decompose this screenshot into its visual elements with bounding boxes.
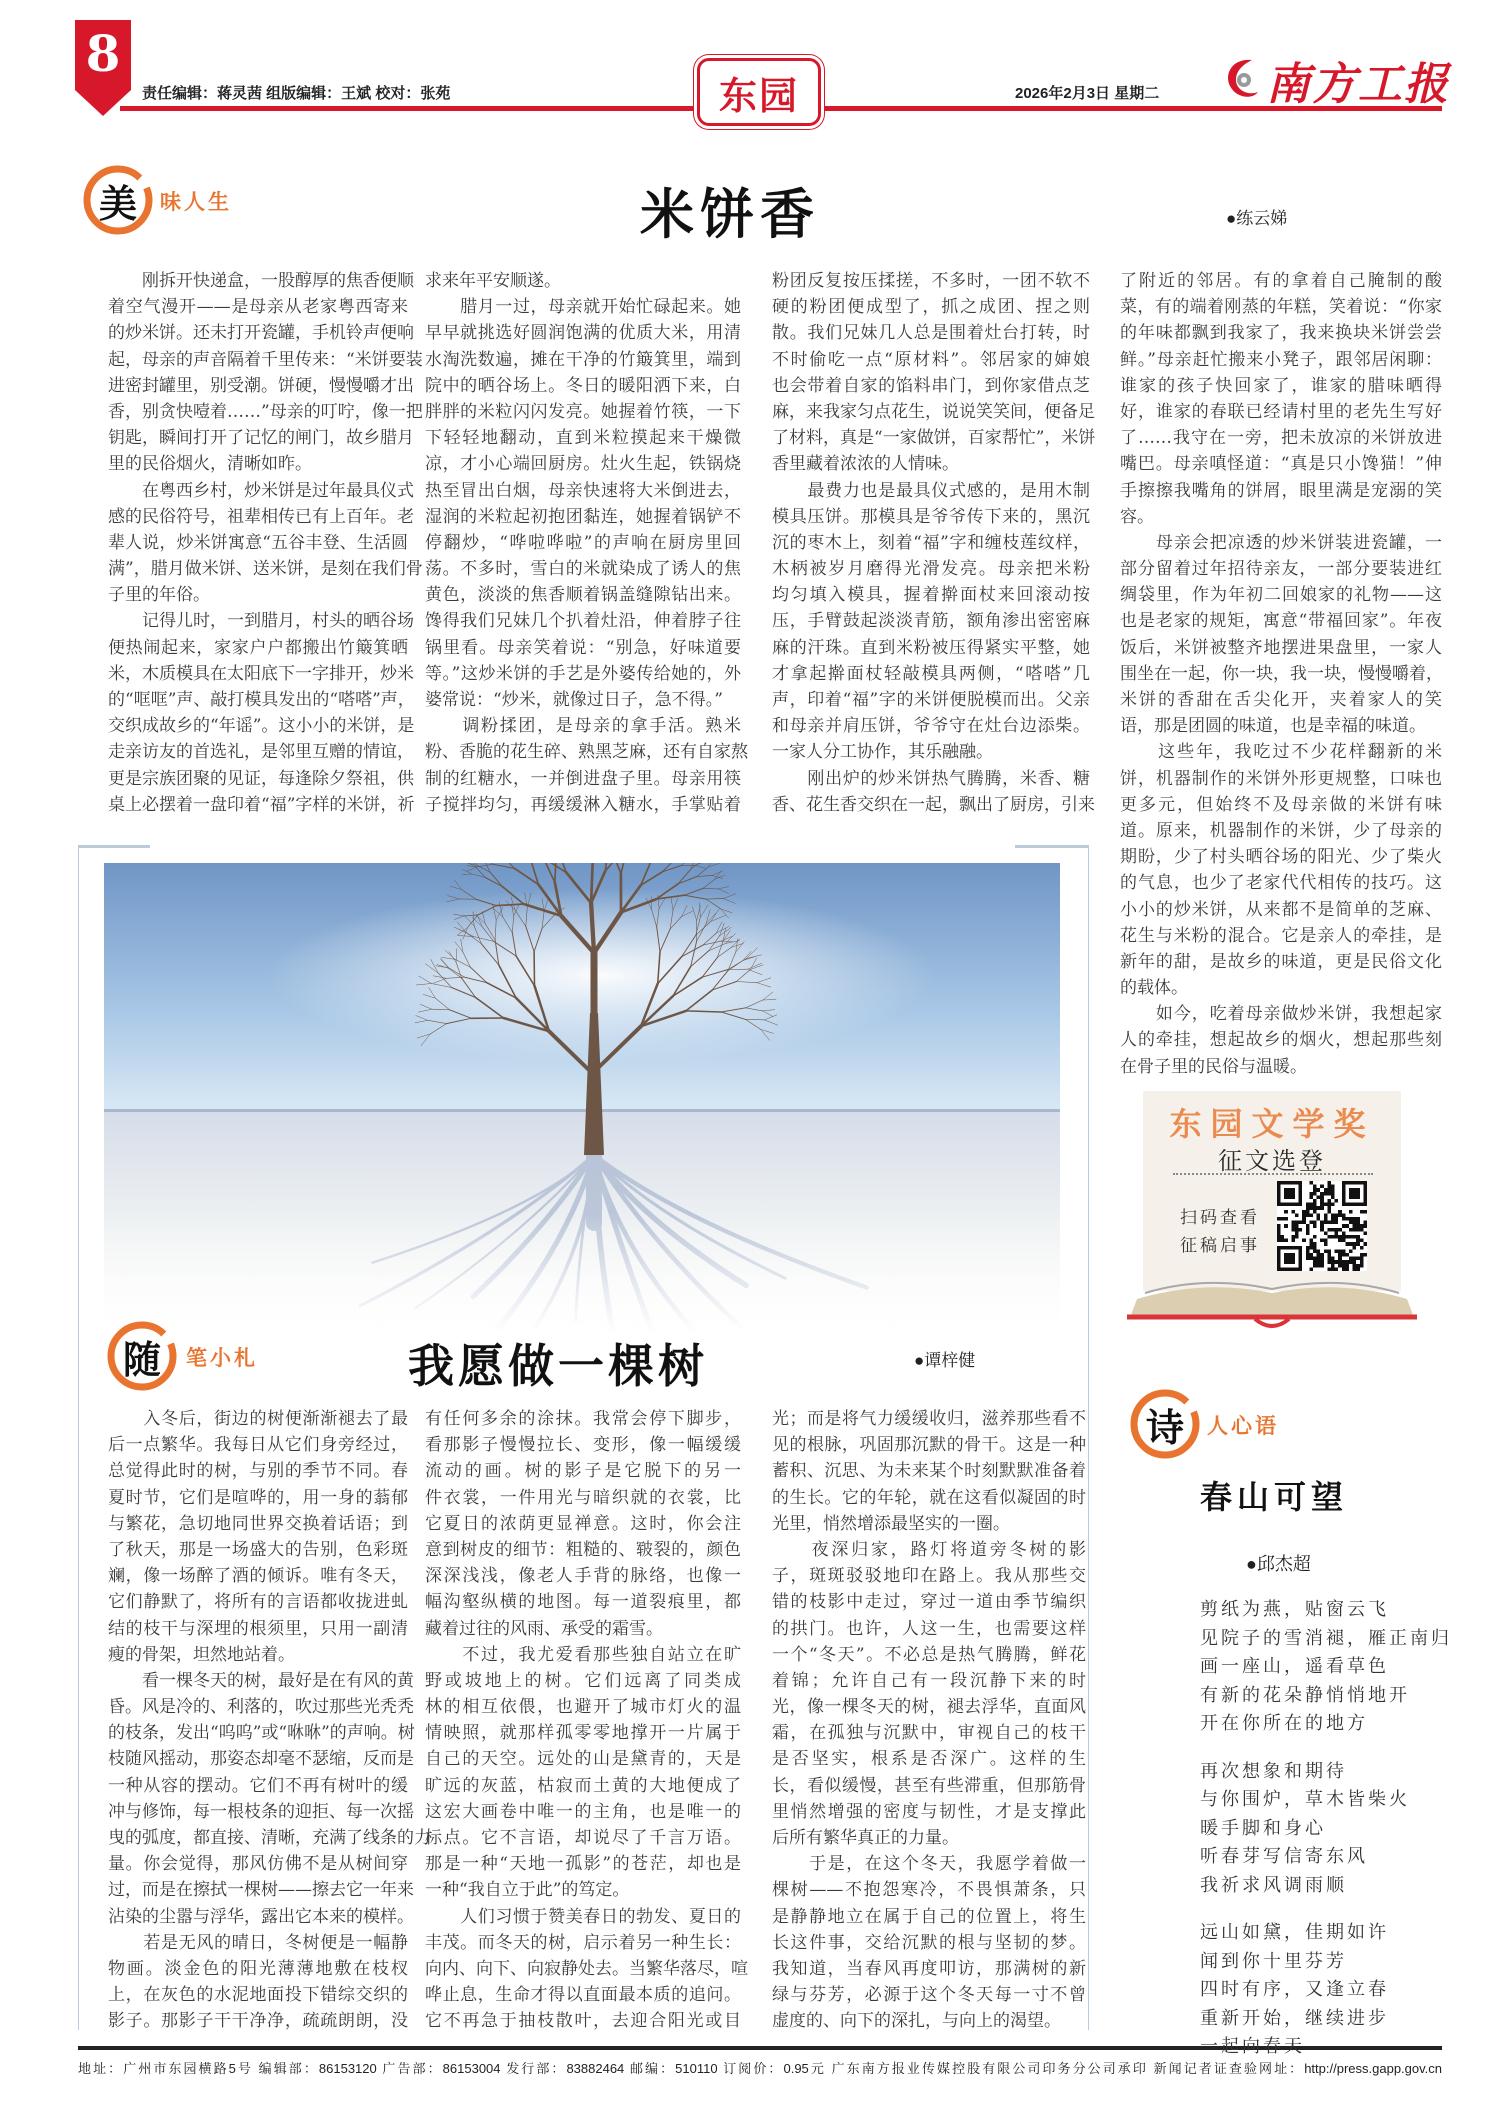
text-line: 更多元，但始终不及母亲做的米饼有味 [1120,794,1442,815]
text-line: 腊月一过，母亲就开始忙碌起来。她 [425,297,741,318]
text-line: 了材料，真是“一家做饼，百家帮忙”，米饼 [772,428,1096,449]
section-logo-char: 美 [98,180,137,226]
text-line: 蓄积、沉思、为未来某个时刻默默准备着 [772,1461,1086,1482]
text-line: 是否坚实，根系是否深广。这样的生 [772,1749,1086,1770]
text-line: 语，那是团圆的味道，也是幸福的味道。 [1120,716,1426,737]
text-line: 与繁花，急切地同世界交换着话语；到 [108,1513,408,1534]
text-line: 这些年，我吃过不少花样翻新的米 [1120,742,1442,763]
column-name: 味人生 [160,189,232,214]
text-line: 一种从容的摆动。它们不再有树叶的缓 [108,1775,408,1796]
poem-line: 暖手脚和身心 [1200,1817,1326,1839]
text-line: 才拿起擀面杖轻敲模具两侧，“嗒嗒”几 [772,663,1090,684]
text-line: 物画。淡金色的阳光薄薄地敷在枝杈 [108,1958,408,1979]
text-line: 于是，在这个冬天，我愿学着做一 [772,1854,1086,1875]
text-line: 的炒米饼。还未打开瓷罐，手机铃声便响 [108,323,414,344]
ad-title: 东园文学奖 [1169,1105,1375,1143]
section-logo-shi [1129,1388,1201,1460]
text-line: 情映照，就那样孤零零地撑开一片属于 [425,1723,741,1744]
text-line: 求来年平安顺遂。 [425,271,561,291]
text-line: 饭后，米饼被整齐地摆进果盘里，一家人 [1120,637,1442,658]
text-line: 野或坡地上的树。它们远离了同类成 [425,1670,741,1691]
text-line: 起，母亲的声音隔着千里传来：“米饼要装 [108,349,423,370]
text-line: 也是老家的规矩，寓意“带福回家”。年夜 [1120,611,1442,632]
poem-line: 剪纸为燕，贴窗云飞 [1200,1599,1389,1620]
poem-line: 一起向春天 [1200,2036,1305,2057]
text-line: 最费力也是最具仪式感的，是用木制 [772,480,1090,501]
text-line: 嘴巴。母亲嗔怪道：“真是只小馋猫！”伸 [1120,454,1442,475]
poem-line: 远山如黛，佳期如许 [1200,1922,1389,1943]
text-line: 菜，有的端着刚蒸的年糕，笑着说：“你家 [1120,297,1442,318]
text-line: 便热闹起来，家家户户都搬出竹簸箕晒 [108,637,408,658]
text-line: 它不再急于抽枝散叶，去迎合阳光或目 [425,2011,741,2032]
text-line: 曳的弧度，都直接、清晰，充满了线条的力 [108,1828,431,1848]
text-column [425,268,748,818]
text-line: 记得儿时，一到腊月，村头的晒谷场 [108,611,414,632]
text-line: 看那影子慢慢拉长、变形，像一幅缓缓 [425,1435,741,1456]
poem-line: 听春芽写信寄东风 [1200,1846,1368,1867]
text-line: 均匀填入模具，握着擀面杖来回滚动按 [772,585,1090,606]
text-line: 容。 [1120,506,1154,527]
text-line: 见的根脉，巩固那沉默的骨干。这是一种 [772,1435,1086,1456]
open-book-icon [1125,1271,1419,1331]
text-line: 人的牵挂，想起故乡的烟火，想起那些刻 [1120,1030,1442,1051]
text-line: 旷远的灰蓝，枯寂而土黄的大地便成了 [425,1775,741,1796]
text-line: 标点。它不言语，却说尽了千言万语。 [425,1828,741,1848]
text-line: 香里藏着浓浓的人情味。 [772,454,959,475]
text-line: 在骨子里的民俗与温暖。 [1120,1056,1307,1077]
text-line: 模具压饼。那模具是爷爷传下来的，黑沉 [772,506,1090,527]
text-line: 丰茂。而冬天的树，启示着另一种生长： [425,1932,741,1953]
text-line: 期盼，少了村头晒谷场的阳光、少了柴火 [1120,847,1442,868]
footer-imprint: 地址：广州市东园横路5号 编辑部：86153120 广告部：86153004 发行部：83882464 邮编：510110 订阅价：0.95元 广东南方报业传媒控股有限公司印务分公司承印 新闻记者证查验网址：http://press.gapp.gov.cn [78,2061,1442,2076]
text-line: 水淘洗数遍，摊在干净的竹簸箕里，端到 [425,349,741,370]
text-line: 等。”这炒米饼的手艺是外婆传给她的，外 [425,663,741,684]
text-line: 进密封罐里，别受潮。饼硬，慢慢嚼才出 [108,375,414,396]
newspaper-logo: 南方工报 [1266,59,1450,110]
text-line: 霜，在孤独与沉默中，审视自己的枝干 [772,1723,1086,1744]
text-line: 部分留着过年招待亲友，一部分要装进红 [1120,559,1442,580]
text-line: 声，印着“福”字的米饼便脱模而出。父亲 [772,690,1090,710]
article-author: ●练云娣 [1226,209,1288,228]
poem-author: ●邱杰超 [1246,1554,1311,1574]
page-number: 8 [85,24,121,83]
section-logo-wei [82,164,154,236]
poem-line: 闻到你十里芬芳 [1200,1950,1347,1972]
text-line: 辈人说，炒米饼寓意“五谷丰登、生活圆 [108,532,408,553]
text-line: 入冬后，街边的树便渐渐褪去了最 [108,1409,408,1429]
poem-line: 开在你所在的地方 [1200,1713,1368,1734]
issue-date: 2026年2月3日 星期二 [1015,85,1160,102]
text-line: 子里的年俗。 [108,585,210,606]
text-line: 看一棵冬天的树，最好是在有风的黄 [108,1670,414,1691]
text-line: 后所有繁华真正的力量。 [772,1828,959,1848]
text-line: 湿润的米粒起初抱团黏连，她握着锅铲不 [425,506,741,527]
text-column [772,268,1096,818]
text-line: 意到树皮的细节：粗糙的、皲裂的，颜色 [425,1539,741,1560]
text-line: 虚度的、向下的深扎，与向上的渴望。 [772,2011,1061,2032]
text-column [1120,268,1442,1080]
text-line: 我知道，当春风再度叩访，那满树的新 [772,1958,1086,1979]
ad-subtitle: 征文选登 [1218,1147,1326,1175]
text-line: 下轻轻地翻动，直到米粒摸起来干燥微 [425,428,741,449]
text-line: 夏时节，它们是喧哗的，用一身的蓊郁 [108,1487,408,1508]
ad-text: 征稿启事 [1180,1236,1260,1256]
text-line: 硬的粉团便成型了，抓之成团、捏之则 [772,297,1090,318]
text-line: 小小的炒米饼，从来都不是简单的芝麻、 [1120,899,1442,920]
text-line: 香、花生香交织在一起，飘出了厨房，引来 [772,794,1095,815]
text-line: 鲜。”母亲赶忙搬来小凳子，跟邻居闲聊： [1120,349,1442,370]
poem-line: 有新的花朵静悄悄地开 [1200,1684,1410,1706]
text-line: 香，别贪快噎着……”母亲的叮咛，像一把 [108,401,423,422]
text-line: 黄色，淡淡的焦香顺着锅盖缝隙钻出来。 [425,585,741,606]
text-line: 好，谁家的春联已经请村里的老先生写好 [1120,401,1442,422]
text-line: 夜深归家，路灯将道旁冬树的影 [772,1539,1086,1560]
text-line: 光里，悄然增添最坚实的一圈。 [772,1513,1010,1534]
text-line: 人们习惯于赞美春日的勃发、夏日的 [425,1906,741,1927]
text-line: 凉，才小心端回厨房。灶火生起，铁锅烧 [425,454,741,475]
text-line: 也会带着自家的馅料串门，到你家借点芝 [772,375,1090,396]
text-line: 的“哐哐”声、敲打模具发出的“嗒嗒”声， [108,690,415,710]
text-line: 热至冒出白烟，母亲快速将大米倒进去， [425,480,741,501]
text-line: 的枝条，发出“呜呜”或“咻咻”的声响。树 [108,1723,415,1744]
text-line: 里的民俗烟火，清晰如昨。 [108,454,312,475]
text-line: 的载体。 [1120,978,1188,999]
text-line: 长，看似缓慢，甚至有些滞重，但那筋骨 [772,1775,1086,1796]
text-line: 那是一种“天地一孤影”的苍茫，却也是 [425,1854,741,1875]
text-line: 如今，吃着母亲做炒米饼，我想起家 [1120,1004,1442,1025]
text-line: 钥匙，瞬间打开了记忆的闸门，故乡腊月 [108,428,414,449]
text-line: 馋得我们兄妹几个扒着灶沿，伸着脖子往 [425,611,741,632]
text-line: 绿与芬芳，必源于这个冬天每一寸不曾 [772,1985,1086,2006]
poem-line: 四时有序，又逢立春 [1200,1979,1389,2000]
text-line: 若是无风的晴日，冬树便是一幅静 [108,1932,408,1953]
text-line: 光，像一棵冬天的树，褪去浮华，直面风 [772,1697,1086,1718]
text-line: 过，而是在擦拭一棵树——擦去它一年来 [108,1880,414,1901]
text-line: 它们静默了，将所有的言语都收拢进虬 [108,1592,408,1613]
newspaper-logo-icon [1222,56,1262,102]
text-line: 了附近的邻居。有的拿着自己腌制的酸 [1120,271,1442,291]
text-line: 花生与米粉的混合。它是亲人的牵挂，是 [1120,925,1442,946]
text-line: 是静静地立在属于自己的位置上，将生 [772,1906,1086,1927]
text-line: 这宏大画卷中唯一的主角，也是唯一的 [425,1801,741,1822]
text-line: 手擦擦我嘴角的饼屑，眼里满是宠溺的笑 [1120,480,1442,501]
text-line: 刚拆开快递盒，一股醇厚的焦香便顺 [108,271,414,291]
text-line: 调粉揉团，是母亲的拿手活。熟米 [425,716,741,737]
poem-line: 画一座山，遥看草色 [1200,1656,1389,1677]
section-logo-char: 随 [122,1336,161,1382]
text-line: 米饼的香甜在舌尖化开，夹着家人的笑 [1120,690,1442,710]
text-line: 光；而是将气力缓缓收归，滋养那些看不 [772,1409,1086,1429]
text-line: 不过，我尤爱看那些独自站立在旷 [425,1644,741,1665]
article-author: ●谭梓健 [914,1351,976,1370]
text-column [772,1406,1086,2035]
text-line: 早早就挑选好圆润饱满的优质大米，用清 [425,323,741,344]
text-line: 的生长。它的年轮，就在这看似凝固的时 [772,1487,1086,1508]
text-line: 散。我们兄妹几人总是围着灶台打转，时 [772,323,1090,344]
text-line: 婆常说：“炒米，就像过日子，急不得。” [425,690,723,710]
text-line: 压，手臂鼓起淡淡青筋，额角渗出密密麻 [772,611,1090,632]
text-line: 哗止息，生命才得以直面最本质的追问。 [425,1985,741,2006]
text-line: 着锦；允许自己有一段沉静下来的时 [772,1670,1086,1691]
poem-line: 见院子的雪消褪，雁正南归 [1200,1627,1452,1649]
text-line: 子搅拌均匀，再缓缓淋入糖水，手掌贴着 [425,794,741,815]
text-line: 停翻炒，“哗啦哗啦”的声响在厨房里回 [425,532,741,553]
text-line: 沉的枣木上，刻着“福”字和缠枝莲纹样， [772,532,1090,553]
section-logo-char: 诗 [1145,1404,1184,1450]
text-line: 饼，机器制作的米饼外形更规整，口味也 [1120,768,1442,789]
text-line: 了秋天，那是一场盛大的告别，色彩斑 [108,1539,408,1560]
text-line: 它夏日的浓荫更显禅意。这时，你会注 [425,1513,741,1534]
divider [1173,1173,1373,1175]
text-line: 一种“我自立于此”的笃定。 [425,1880,630,1901]
section-name: 东园 [697,58,821,126]
text-line: 木柄被岁月磨得光滑发亮。母亲把米粉 [772,559,1090,580]
text-line: 长这件事，交给沉默的根与坚韧的梦。 [772,1932,1086,1953]
text-line: 走亲访友的首选礼，是邻里互赠的情谊， [108,742,414,763]
article-title: 我愿做一棵树 [408,1339,708,1393]
text-line: 沾染的尘嚣与浮华，露出它本来的模样。 [108,1906,414,1927]
text-line: 自己的天空。远处的山是黛青的，天是 [425,1749,741,1770]
section-logo-sui [106,1320,178,1392]
text-line: 围坐在一起，你一块，我一块，慢慢嚼着， [1120,663,1443,684]
poem-line: 重新开始，继续进步 [1200,2007,1389,2029]
text-line: 院中的晒谷场上。冬日的暖阳洒下来，白 [425,375,741,396]
text-line: 藏着过往的风雨、承受的霜雪。 [425,1618,663,1639]
qr-code[interactable] [1277,1181,1367,1271]
text-line: 制的红糖水，一并倒进盘子里。母亲用筷 [425,768,741,789]
text-line: 的拱门。也许，人这一生，也需要这样 [772,1618,1086,1639]
text-line: 更是宗族团聚的见证，每逢除夕祭祖，供 [108,768,414,789]
text-line: 粉团反复按压揉搓，不多时，一团不软不 [772,271,1090,291]
poem-line: 再次想象和期待 [1200,1760,1347,1782]
text-line: 瘦的骨架，坦然地站着。 [108,1644,295,1665]
text-line: 一家人分工协作，其乐融融。 [772,742,993,763]
text-line: 里悄然增强的密度与韧性，才是支撑此 [772,1801,1086,1822]
text-line: 林的相互依偎，也避开了城市灯火的温 [425,1697,741,1718]
frame-top-left [78,845,150,848]
text-line: 刚出炉的炒米饼热气腾腾，米香、糖 [772,768,1090,789]
frame-top-right [1015,845,1089,848]
poem-line: 我祈求风调雨顺 [1200,1874,1347,1896]
text-line: 深深浅浅，像老人手背的脉络，也像一 [425,1566,741,1587]
text-line: 桌上必摆着一盘印着“福”字样的米饼，祈 [108,794,415,815]
poem-line: 与你围炉，草木皆柴火 [1200,1789,1410,1810]
text-line: 向内、向下、向寂静处去。当繁华落尽，喧 [425,1958,748,1979]
text-line: 错的枝影中走过，穿过一道由季节编织 [772,1592,1086,1613]
text-line: 感的民俗符号，祖辈相传已有上百年。老 [108,506,414,527]
text-line: 量。你会觉得，那风仿佛不是从树间穿 [108,1854,408,1875]
text-line: 麻的汗珠。直到米粉被压得紧实平整，她 [772,637,1090,658]
text-line: 母亲会把凉透的炒米饼装进瓷罐，一 [1120,532,1442,553]
winter-tree-painting [104,863,1060,1333]
text-line: 冲与修饰，每一根枝条的迎拒、每一次摇 [108,1801,414,1822]
text-line: 一个“冬天”。不必总是热气腾腾，鲜花 [772,1644,1086,1665]
text-line: 米，木质模具在太阳底下一字排开，炒米 [108,663,414,684]
text-line: 交织成故乡的“年谣”。这小小的米饼，是 [108,716,415,737]
column-name: 笔小札 [186,1345,258,1370]
text-line: 子，斑斑驳驳地印在路上。我从那些交 [772,1566,1086,1587]
literary-award-ad[interactable] [1125,1091,1419,1331]
text-line: 上，在灰色的水泥地面投下错综交织的 [108,1985,408,2006]
text-line: 麻，来我家匀点花生，说说笑笑间，便备足 [772,401,1095,422]
text-line: 结的枝干与深埋的根须里，只用一副清 [108,1618,408,1639]
text-line: 后一点繁华。我每日从它们身旁经过， [108,1435,408,1456]
text-line: 件衣裳，一件用光与暗织就的衣裳，比 [425,1487,741,1508]
text-line: 和母亲并肩压饼，爷爷守在灶台边添柴。 [772,716,1090,737]
editors-credit: 责任编辑：蒋灵茜 组版编辑：王斌 校对：张苑 [142,85,451,102]
frame-right [1088,845,1089,2030]
text-column [425,1406,748,2035]
text-line: 幅沟壑纵横的地图。每一道裂痕里，都 [425,1592,741,1613]
text-line: 胖胖的米粒闪闪发亮。她握着竹筷，一下 [425,401,741,422]
text-line: 总觉得此时的树，与别的季节不同。春 [108,1461,408,1482]
text-line: 锅里看。母亲笑着说：“别急，好味道要 [425,637,741,658]
text-line: 棵树——不抱怨寒冷，不畏惧萧条，只 [772,1880,1086,1901]
text-column [108,268,423,818]
text-column [108,1406,431,2035]
ad-text: 扫码查看 [1180,1208,1260,1228]
text-line: 着空气漫开——是母亲从老家粤西寄来 [108,297,408,318]
text-line: 不时偷吃一点“原材料”。邻居家的婶娘 [772,349,1090,370]
text-line: 斓，像一场醉了酒的倾诉。唯有冬天， [108,1566,408,1587]
frame-left [78,845,79,2030]
text-line: 新年的甜，是故乡的味道，更是民俗文化 [1120,951,1442,972]
column-name: 人心语 [1207,1413,1279,1438]
text-line: 绸袋里，作为年初二回娘家的礼物——这 [1120,585,1442,606]
text-line: 粉、香脆的花生碎、熟黑芝麻，还有自家熬 [425,742,748,763]
text-line: 的气息，也少了老家代代相传的技巧。这 [1120,873,1442,894]
text-line: 的年味都飘到我家了，我来换块米饼尝尝 [1120,323,1442,344]
text-line: 昏。风是冷的、利落的，吹过那些光秃秃 [108,1697,414,1718]
text-line: 道。原来，机器制作的米饼，少了母亲的 [1120,820,1442,841]
text-line: 枝随风摇动，那姿态却毫不瑟缩，反而是 [108,1749,414,1770]
text-line: 有任何多余的涂抹。我常会停下脚步， [425,1409,741,1429]
text-line: 了……我守在一旁，把未放凉的米饼放进 [1120,428,1442,449]
text-line: 流动的画。树的影子是它脱下的另一 [425,1461,741,1482]
text-line: 在粤西乡村，炒米饼是过年最具仪式 [108,480,414,501]
text-line: 荡。不多时，雪白的米就染成了诱人的焦 [425,559,741,580]
text-line: 谁家的孩子快回家了，谁家的腊味晒得 [1120,375,1442,396]
text-line: 满”，腊月做米饼、送米饼，是刻在我们骨 [108,559,423,580]
text-line: 影子。那影子干干净净，疏疏朗朗，没 [108,2011,408,2032]
article-title: 米饼香 [640,183,820,246]
poem-title: 春山可望 [1200,1478,1349,1516]
